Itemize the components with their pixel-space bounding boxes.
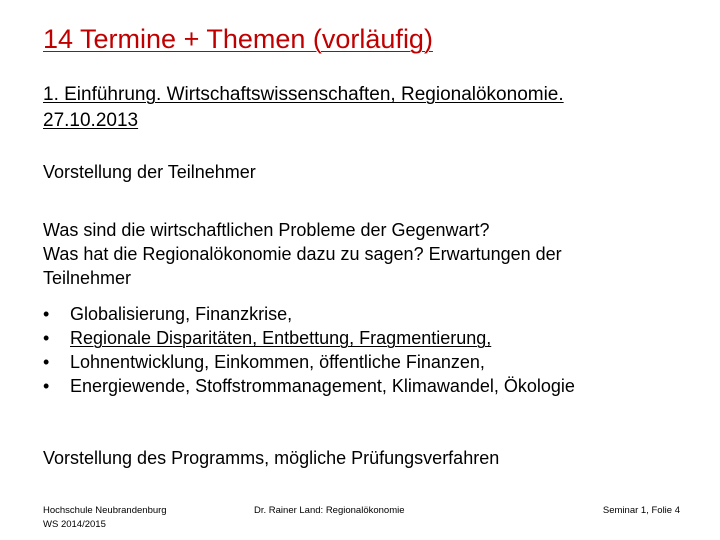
footer-university: Hochschule Neubrandenburg xyxy=(43,505,167,516)
bullet-text: Globalisierung, Finanzkrise, xyxy=(70,304,293,324)
footer-institution xyxy=(43,504,167,532)
slide-title: 14 Termine + Themen (vorläufig) xyxy=(43,24,433,54)
session-heading xyxy=(43,82,683,134)
bullet-marker: • xyxy=(43,304,50,324)
question-regional-line2: Teilnehmer xyxy=(43,268,132,288)
footer-semester: WS 2014/2015 xyxy=(43,519,106,530)
bullet-item xyxy=(43,326,575,350)
topic-bullet-list xyxy=(43,302,575,398)
bullet-text: Energiewende, Stoffstrommanagement, Klimawandel, Ökologie xyxy=(70,376,575,396)
session-heading-topic: 1. Einführung. Wirtschaftswissenschaften, Regionalökonomie. xyxy=(43,84,564,105)
bullet-item xyxy=(43,302,575,326)
bullet-item xyxy=(43,350,575,374)
bullet-item xyxy=(43,374,575,398)
bullet-marker: • xyxy=(43,328,50,348)
intro-text: Vorstellung der Teilnehmer xyxy=(43,162,256,182)
footer-slide-number: Seminar 1, Folie 4 xyxy=(602,505,680,516)
bullet-text-link[interactable]: Regionale Disparitäten, Entbettung, Fragmentierung, xyxy=(70,328,492,348)
question-regional-line1: Was hat die Regionalökonomie dazu zu sagen? Erwartungen der xyxy=(43,244,562,264)
footer-author: Dr. Rainer Land: Regionalökonomie xyxy=(254,505,405,516)
bullet-marker: • xyxy=(43,352,50,372)
question-problems: Was sind die wirtschaftlichen Probleme der Gegenwart? xyxy=(43,220,490,240)
session-heading-date: 27.10.2013 xyxy=(43,110,139,131)
program-text: Vorstellung des Programms, mögliche Prüfungsverfahren xyxy=(43,448,500,468)
questions-block xyxy=(43,218,683,290)
bullet-text: Lohnentwicklung, Einkommen, öffentliche Finanzen, xyxy=(70,352,485,372)
bullet-marker: • xyxy=(43,376,50,396)
